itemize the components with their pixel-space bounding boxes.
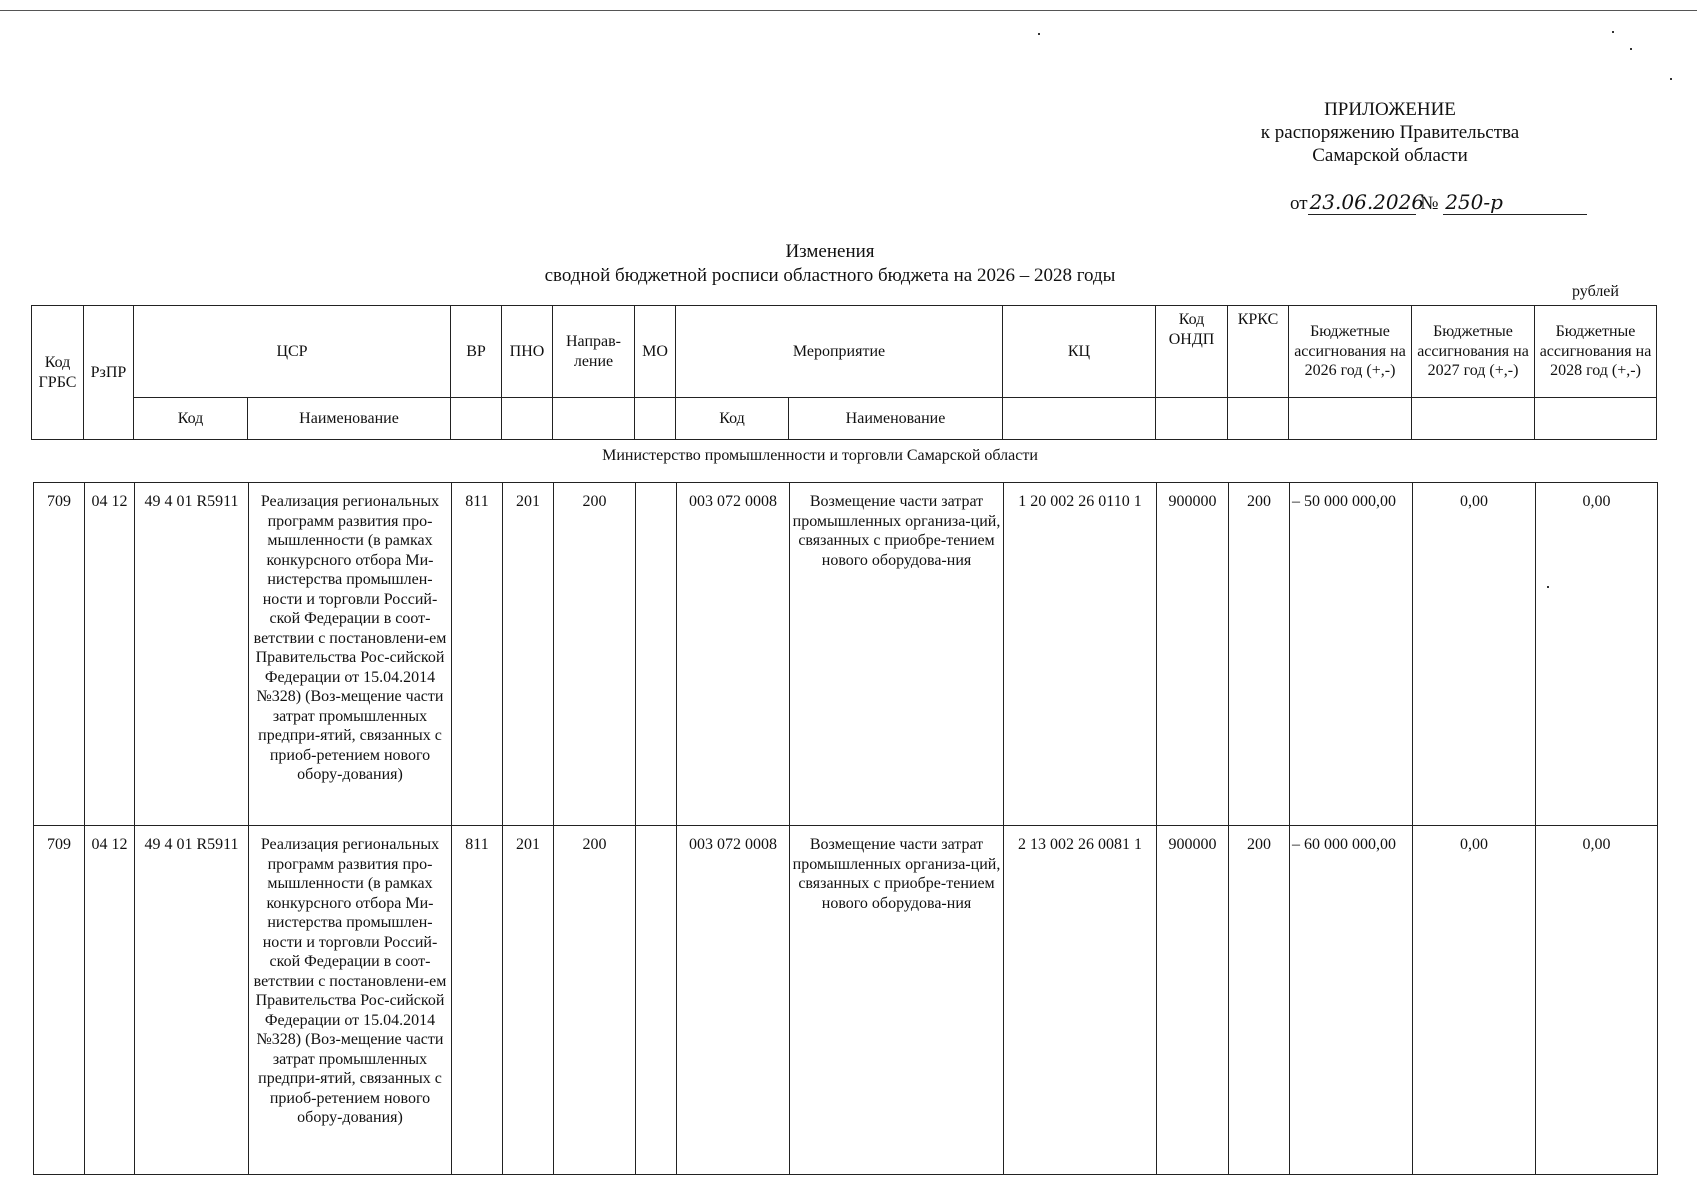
title-line: Изменения — [785, 241, 875, 262]
header-event-name: Наименование — [789, 398, 1003, 440]
header-grbs: Код ГРБС — [32, 306, 84, 440]
cell-budget-2028: 0,00 — [1536, 826, 1658, 1175]
table-row — [34, 826, 1658, 1175]
decree-date: 23.06.2026 — [1309, 190, 1425, 214]
cell-budget-2026: – 50 000 000,00 — [1290, 483, 1413, 826]
decree-reference — [1290, 190, 1587, 215]
cell-pno: 201 — [503, 826, 554, 1175]
cell-budget-2027: 0,00 — [1413, 826, 1536, 1175]
appendix-line: Самарской области — [1312, 145, 1468, 166]
cell-rzpr: 04 12 — [85, 483, 135, 826]
cell-event-code: 003 072 0008 — [677, 483, 790, 826]
header-blank — [1289, 398, 1412, 440]
title-line: сводной бюджетной росписи областного бюджета на 2026 – 2028 годы — [544, 265, 1116, 286]
header-blank — [1412, 398, 1535, 440]
header-blank — [1228, 398, 1289, 440]
cell-mo — [636, 826, 677, 1175]
cell-budget-2028: 0,00 — [1536, 483, 1658, 826]
cell-csr-code: 49 4 01 R5911 — [135, 826, 249, 1175]
number-prefix: № — [1420, 193, 1439, 214]
cell-event-code: 003 072 0008 — [677, 826, 790, 1175]
scan-speck — [1612, 31, 1614, 33]
table-row — [34, 483, 1658, 826]
document-title — [480, 240, 1180, 288]
header-blank — [1156, 398, 1228, 440]
scan-speck — [1630, 48, 1632, 50]
cell-grbs: 709 — [34, 826, 85, 1175]
cell-direction: 200 — [554, 483, 636, 826]
cell-ondp: 900000 — [1157, 483, 1229, 826]
budget-table — [33, 482, 1658, 1175]
header-event-code: Код — [676, 398, 789, 440]
cell-ondp: 900000 — [1157, 826, 1229, 1175]
scan-top-edge — [0, 10, 1697, 11]
scan-speck — [1670, 78, 1672, 80]
units-label: рублей — [1572, 283, 1619, 300]
header-blank — [553, 398, 635, 440]
header-blank — [635, 398, 676, 440]
cell-direction: 200 — [554, 826, 636, 1175]
appendix-line: к распоряжению Правительства — [1260, 122, 1520, 143]
header-pno: ПНО — [502, 306, 553, 398]
header-budget-2026: Бюджетные ассигнования на 2026 год (+,-) — [1289, 306, 1412, 398]
cell-rzpr: 04 12 — [85, 826, 135, 1175]
cell-budget-2026: – 60 000 000,00 — [1290, 826, 1413, 1175]
cell-csr-name: Реализация региональных программ развития про-мышленности (в рамках конкурсного отбора Ми-нистерства промышлен-ности и торговли Россий-ской Федерации в соот-ветствии с постановлени-ем Правительства Рос-сийской Федерации от 15.04.2014 №328) (Воз-мещение части затрат промышленных предпри-ятий, связанных с приоб-ретением нового обору-дования) — [249, 483, 452, 826]
header-csr-code: Код — [134, 398, 248, 440]
cell-kc: 1 20 002 26 0110 1 — [1004, 483, 1157, 826]
ministry-heading: Министерство промышленности и торговли Самарской области — [602, 447, 1038, 464]
cell-mo — [636, 483, 677, 826]
header-vr: ВР — [451, 306, 502, 398]
header-budget-2028: Бюджетные ассигнования на 2028 год (+,-) — [1535, 306, 1657, 398]
header-kc: КЦ — [1003, 306, 1156, 398]
header-event: Мероприятие — [676, 306, 1003, 398]
header-blank — [1003, 398, 1156, 440]
decree-number: 250-р — [1443, 190, 1587, 215]
cell-csr-code: 49 4 01 R5911 — [135, 483, 249, 826]
header-csr-name: Наименование — [248, 398, 451, 440]
scan-speck — [1038, 33, 1040, 35]
cell-budget-2027: 0,00 — [1413, 483, 1536, 826]
header-mo: МО — [635, 306, 676, 398]
header-budget-2027: Бюджетные ассигнования на 2027 год (+,-) — [1412, 306, 1535, 398]
cell-krks: 200 — [1229, 826, 1290, 1175]
header-csr: ЦСР — [134, 306, 451, 398]
header-ondp: Код ОНДП — [1156, 306, 1228, 398]
cell-krks: 200 — [1229, 483, 1290, 826]
date-prefix: от — [1290, 193, 1308, 214]
header-blank — [502, 398, 553, 440]
cell-pno: 201 — [503, 483, 554, 826]
header-blank — [1535, 398, 1657, 440]
cell-csr-name: Реализация региональных программ развития про-мышленности (в рамках конкурсного отбора Ми-нистерства промышлен-ности и торговли Россий-ской Федерации в соот-ветствии с постановлени-ем Правительства Рос-сийской Федерации от 15.04.2014 №328) (Воз-мещение части затрат промышленных предпри-ятий, связанных с приоб-ретением нового обору-дования) — [249, 826, 452, 1175]
cell-vr: 811 — [452, 826, 503, 1175]
appendix-line: ПРИЛОЖЕНИЕ — [1324, 99, 1456, 120]
header-blank — [451, 398, 502, 440]
cell-grbs: 709 — [34, 483, 85, 826]
header-krks: КРКС — [1228, 306, 1289, 398]
cell-vr: 811 — [452, 483, 503, 826]
header-table — [31, 305, 1657, 440]
cell-event-name: Возмещение части затрат промышленных организа-ций, связанных с приобре-тением нового оборудова-ния — [790, 483, 1004, 826]
appendix-block — [1250, 98, 1530, 167]
header-rzpr: РзПР — [84, 306, 134, 440]
cell-kc: 2 13 002 26 0081 1 — [1004, 826, 1157, 1175]
cell-event-name: Возмещение части затрат промышленных организа-ций, связанных с приобре-тением нового оборудова-ния — [790, 826, 1004, 1175]
header-direction: Направ-ление — [553, 306, 635, 398]
